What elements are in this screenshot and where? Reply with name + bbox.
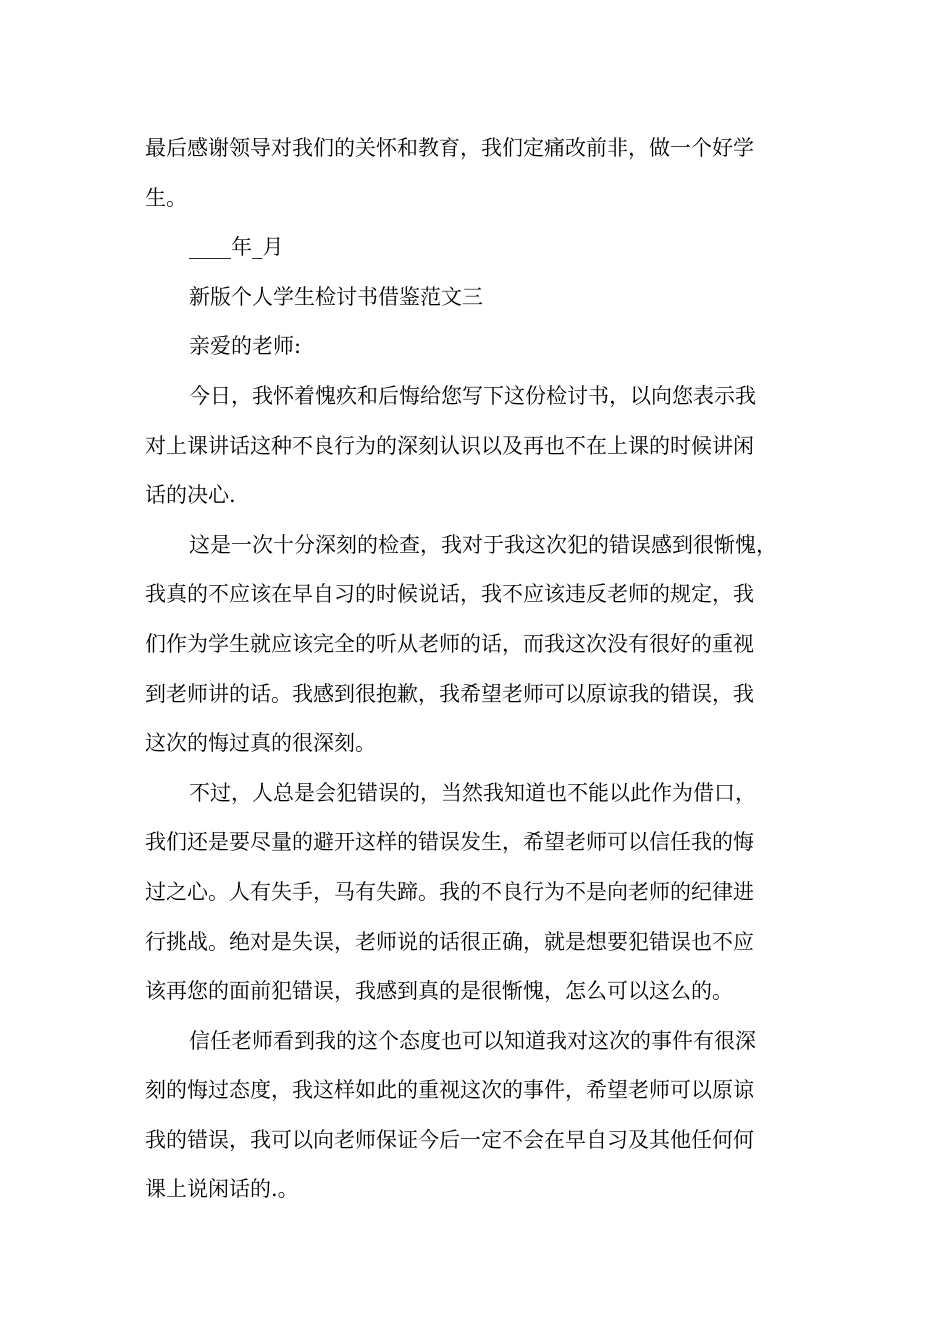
text-line: 生。 xyxy=(145,185,187,210)
text-line: 今日，我怀着愧疚和后悔给您写下这份检讨书，以向您表示我 xyxy=(189,383,756,408)
text-line: 我真的不应该在早自习的时候说话，我不应该违反老师的规定，我 xyxy=(145,582,754,607)
text-line: 行挑战。绝对是失误，老师说的话很正确，就是想要犯错误也不应 xyxy=(145,929,754,954)
text-line: ____年_月 xyxy=(189,235,284,260)
text-line: 亲爱的老师: xyxy=(189,334,302,359)
text-line: 过之心。人有失手，马有失蹄。我的不良行为不是向老师的纪律进 xyxy=(145,879,754,904)
text-line: 刻的悔过态度，我这样如此的重视这次的事件，希望老师可以原谅 xyxy=(145,1078,754,1103)
text-line: 课上说闲话的.。 xyxy=(145,1177,299,1202)
text-line: 我们还是要尽量的避开这样的错误发生，希望老师可以信任我的悔 xyxy=(145,830,754,855)
text-line: 信任老师看到我的这个态度也可以知道我对这次的事件有很深 xyxy=(189,1028,756,1053)
text-line: 最后感谢领导对我们的关怀和教育，我们定痛改前非，做一个好学 xyxy=(145,136,754,160)
text-line: 们作为学生就应该完全的听从老师的话，而我这次没有很好的重视 xyxy=(145,631,754,656)
text-line: 这次的悔过真的很深刻。 xyxy=(145,731,376,756)
text-line: 到老师讲的话。我感到很抱歉，我希望老师可以原谅我的错误，我 xyxy=(145,681,754,706)
text-line: 话的决心. xyxy=(145,483,236,508)
document-body xyxy=(145,124,815,1215)
text-line: 我的错误，我可以向老师保证今后一定不会在早自习及其他任何何 xyxy=(145,1127,754,1152)
text-line: 对上课讲话这种不良行为的深刻认识以及再也不在上课的时候讲闲 xyxy=(145,433,754,458)
text-line: 这是一次十分深刻的检查，我对于我这次犯的错误感到很惭愧， xyxy=(189,532,777,557)
text-line: 该再您的面前犯错误，我感到真的是很惭愧，怎么可以这么的。 xyxy=(145,979,733,1004)
text-line: 不过，人总是会犯错误的，当然我知道也不能以此作为借口， xyxy=(189,780,756,805)
text-line: 新版个人学生检讨书借鉴范文三 xyxy=(189,284,483,309)
